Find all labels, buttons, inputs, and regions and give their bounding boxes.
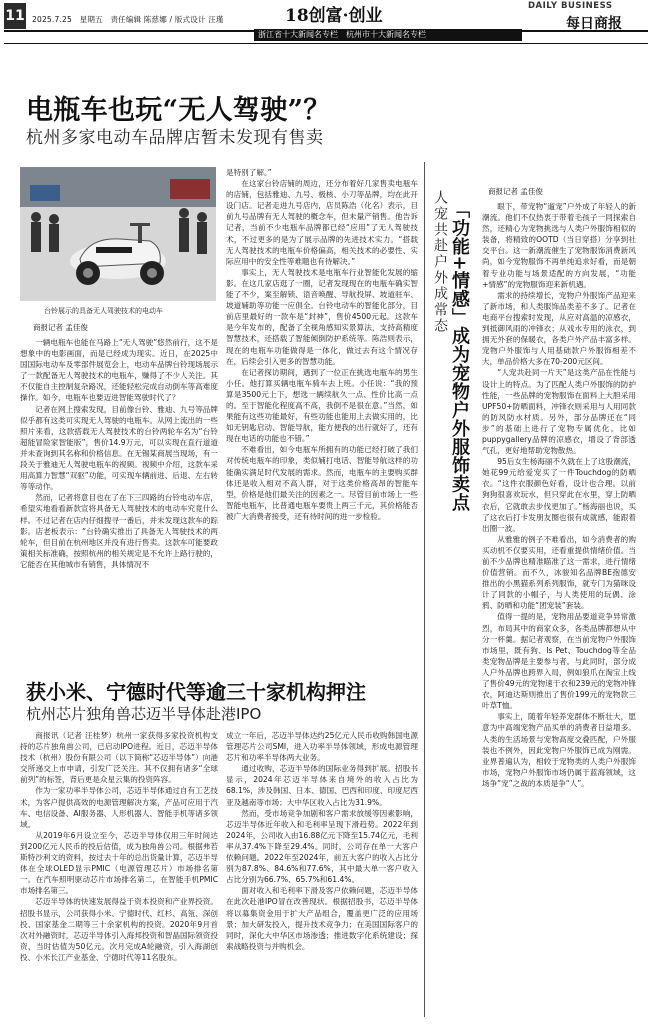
article2-paragraph: 通过收购，芯迈半导体的国际业务得到扩展。招股书显示，2024年芯迈半导体来自境外的收入占比为68.1%，涉及韩国、日本、德国、巴西和印度、印度尼西亚及越南等市场；大中华区收入占比为31.9%。 — [226, 764, 418, 807]
header-banner: 浙江省十大新闻名专栏 杭州市十大新闻名专栏 — [254, 29, 522, 41]
article2-paragraph: 然而，受市场竞争加剧和客户需求放缓等因素影响，芯迈半导体近年收入和毛利率呈现下滑趋势。2022年到2024年，公司收入由16.88亿元下降至15.74亿元，毛利率从37.4%下降至29.4%。同时，公司存在单一大客户依赖问题。2022年至2024年，前五大客户的收入占比分别为87.8%、84.6%和77.6%，其中最大单一客户收入占比分别为66.7%、65.7%和61.4%。 — [226, 808, 418, 885]
sidebar-paragraph: 眼下，带宠物“遛宠”户外成了年轻人的新潮流。他们不仅热衷于带着毛孩子一同探索自然，还精心为宠物挑选与人类户外服饰相似的装备，将精致的OOTD（当日穿搭）分享到社交平台。这一新潮流催生了宠物服饰消费新风尚，如今宠物服饰不再单纯追求好看，而是朝着专业功能与场景适配的方向发展，“功能+情感”的宠物服饰迎来新机遇。 — [482, 202, 636, 289]
article2-paragraph: 商报讯（记者 汪桂梦）杭州一家获得多家投资机构支持的芯片独角兽公司，已启动IPO进程。近日，芯迈半导体技术（杭州）股份有限公司（以下简称“芯迈半导体”）向港交所递交上市申请，引发广泛关注。其不仅拥有诸多“全球前列”的标签，背后更是众星云集的投资阵容。 — [20, 731, 218, 785]
sidebar-paragraph: 值得一提的是，宠物用品要道竞争异常激烈，布局其中的商家众多，各类品牌都想从中分一杯羹。据记者观察，在当前宠物户外服饰市场里，既有狗、Is Pet、Touchdog等全品类宠物品牌是主要参与者。与此同时，部分成人户外品牌也跨界入局，例如狼爪在淘宝上线了售价49元的宠物速干衣和239元的宠物冲锋衣，阿迪达斯则推出了售价199元的宠物款三叶草T恤。 — [482, 612, 636, 711]
photo-caption: 台铃展示的具备无人驾驶技术的电动车 — [30, 307, 163, 315]
scooter-photo-illustration — [20, 167, 216, 301]
article1-paragraph: 一辆电瓶车也能在马路上“无人驾驶”悠然前行，这不是想象中的电影画面，而是已经成为现实。近日，在2025中国国际电动车及零部件展览会上，电动车品牌台铃现场展示了一款配备无人驾驶技术的电瓶车，赚得了不少人关注。其不仅能自主控制复杂路况，还能轻松完成自动倒车等高难度操作。如今，电瓶车也要迈进智能驾驶时代了？ — [20, 338, 218, 403]
article2-paragraph: 成立一年后，芯迈半导体达约25亿元人民币收购韩国电源管理芯片公司SMI，进入功率半导体领域，形成电源管理芯片和功率半导体两大业务。 — [226, 731, 418, 763]
article2-paragraph: 芯迈半导体的快速发展得益于资本投资和产业界投资。招股书显示，公司获得小米、宁德时代、红杉、高瓴、深创投、国家基金二期等三十余家机构的投资。2020年9月首次对外融资时，芯迈半导体引入海邦投资和智晶国际领资投资，当时估值为50亿元。次月完成A轮融资，引入海湖创投、小米长江产业基金、宁德时代等11名股东。 — [20, 897, 218, 962]
article2-subtitle: 杭州芯片独角兽芯迈半导体赴港IPO — [26, 705, 262, 723]
sidebar-title: 「功能+情感」成为宠物户外服饰卖点 — [449, 200, 470, 512]
article2-paragraph: 从2019年6月设立至今，芯迈半导体仅用三年时间达到200亿元人民币的投后估值，成为独角兽公司。根据弗若斯特沙利文的资料，按过去十年的总出货量计算，芯迈半导体在全球OLED显示PMIC（电源管理芯片）市场排名第一。在汽车照明驱动芯片市场排名第二，在智能手机PMIC市场排名第三。 — [20, 830, 218, 896]
article1-column-1 — [20, 337, 218, 642]
sidebar-body — [482, 201, 636, 1013]
header-rule-bottom — [4, 43, 648, 44]
sidebar-paragraph: 从雅雅的例子不难看出，如今消费者的购买动机不仅要实用，还看重提供情绪价值。当前不少品牌也精准瞄准了这一需求，进行情绪价值营销。而不久，冰骏知名品牌BE孢德安推出的小黑猫系列系列服饰，就专门为猫咪设计了同款的小帽子，与人类使用的玩偶、涂鸦、防晒和功能“团宠装”套装。 — [482, 534, 636, 611]
article2-paragraph: 作为一家功率半导体公司，芯迈半导体通过自有工艺技术，为客户提供高效的电源管理解决方案，产品可应用于汽车、电信设备、AI服务器、人形机器人、智能手机等诸多领域。 — [20, 786, 218, 829]
article2-column-1 — [20, 730, 218, 1015]
article2-paragraph: 面对收入和毛利率下滑及客户依赖问题，芯迈半导体在此次赴港IPO冒在改善现状。根据招股书，芯迈半导体将以募集资金用于扩大产品组合，覆盖更广泛的应用场景；加大研发投入，提升技术竞争力；在美国国际客户的同时，深化大中华区市场渗透；推进数字化系统建设；探索战略投资与并购机会。 — [226, 886, 418, 951]
article1-paragraph: 在这家台铃店铺的周边，还分布着好几家售卖电瓶车的店铺，包括雅迪、九号、极核、小刀等品牌，均在此开设门店。记者走进九号店内，店员陈浩（化名）表示，目前九号品牌有无人驾驶的概念车，但未量产销售。他告诉记者，当前不少电瓶车品牌都已经“应用”了无人驾驶技术，不过更多的是为了展示品牌的先进技术实力。“搭载无人驾驶技术的电瓶车价格偏高，相关技术的必要性、实际应用中的安全性等难题也有待解决。” — [226, 179, 418, 266]
article1-column-2 — [226, 167, 418, 642]
article1-paragraph: 记者在网上搜索发现，目前像台铃、雅迪、九号等品牌似乎都有这类可实现无人驾驶的电瓶车。从网上流出的一些照片来看，这款搭载无人驾驶技术的台铃两轮车名为“台铃超能冒险家智能版”，售价14.9万元，可以实现在直行道道并未查询到其名称和价格信息。在无锡某商展当现场，有一段关于雅迪无人驾驶电瓶车的视频。视频中介绍，这款车采用高算力智慧“双驱”功能，可实现车辆前进、后退、左右转等等动作。 — [20, 404, 218, 492]
column-divider — [424, 162, 425, 1017]
sidebar-subtitle: 人宠共赴户外成常态 — [432, 190, 448, 334]
article1-byline: 商报记者 孟佳俊 — [33, 323, 88, 332]
section-title: 18创富·创业 — [285, 6, 383, 26]
article1-paragraph: 事实上，无人驾驶技术是电瓶车行业智能化发展的缩影。在这几家店逛了一圈，记者发现现在的电瓶车确实智能了不少，案至解锁、语音唤醒、导航投屏、坡道驻车、坡道辅助等功能一应俱全。台铃电动车的智能化部分，目前店里最好的一款车是“封神”，售价4500元起。这款车是今年发布的，配备了全视角感知实景算法，支持高精度智慧技术，还搭载了智能倾倒防护系统等。陈浩则表示，现在的电瓶车功能做得是一体化，做过去有这个情况存在，后续会引入更多的智慧功能。 — [226, 267, 418, 366]
sidebar-paragraph: 95后女生杨海丽不久就在上了这股潮流，她花99元给爱宠买了一件Touchdog的防晒衣。“这件衣服颜色好看，设计也合理。以前狗狗很喜欢玩水，但只穿此在水里，穿上防晒衣后，它就敢去步伐更加了。”杨海丽也说，买了这衣后打卡发朋友圈也很有成就感，能跟着出圈一波。 — [482, 457, 636, 533]
article1-title: 电瓶车也玩“无人驾驶”？ — [26, 95, 331, 126]
paper-name: 每日商报 — [566, 16, 622, 32]
page-number: 11 — [4, 3, 26, 29]
article1-paragraph: 然而，记者将意目也在了在下三四路的台铃电动车店，希望实地看看新款宣将具备无人驾驶技术的电动车究竟什么样。不过记者在店内仔细搜寻一番后，并未发现这款车的踪影。店老板表示：“台铃确实推出了具备无人驾驶技术的两轮车，但目前在杭州地区并没有进行售卖。这款车可能要政策相关标准确，按照杭州的相关规定是不允许上路行驶的，它能否在其他城市有销售，具体情况不 — [20, 493, 218, 569]
paper-name-en: DAILY BUSINESS — [528, 1, 613, 11]
article2-title: 获小米、宁德时代等逾三十家机构押注 — [26, 680, 366, 704]
sidebar-paragraph: 事实上，随着年轻养宠群体不断壮大，愿意为中高端宠物产品买单的消费者日益增多。人类的生活场景与宠物高度交叠匹配，户外服装也不例外，因此宠物户外服饰已成为刚需。业界普遍认为，相较于宠物类的人类户外服饰市场，宠物户外服饰市场仍属于蓝海领域，这场争“宠”之战的本质是争“人”。 — [482, 712, 636, 788]
sidebar-paragraph: 需求的持续增长，宠物户外服饰产品迎来了新市场，和人类服饰品类差不多了。记者在电商平台搜索时发现，从应对高温的凉感衣，到抵御风雨的冲锋衣；从戏水专用的泳衣，到拥无外套的保暖衣，各类户外产品丰富多样。宠物户外服饰与人用基础款户外服饰相差不大，单品价格大多在70-200元区间。 — [482, 290, 636, 367]
article1-paragraph: 不难看出，如今电瓶车所拥有的功能已经打破了我们对传统电瓶车的印象，类似辅打电话、智能导航这样的功能确实满足时代发展的需求。然而，电瓶车的主要购买群体还是收入相对不高人群，对于这类价格高昂的智能车型，价格是他们最关注的因素之一。尽管目前市场上一些智能电瓶车，比普通电瓶车要贵上两三千元，其价格能否被广大消费者接受，还有待时间的进一步检验。 — [226, 445, 418, 521]
article2-column-2 — [226, 730, 418, 1015]
sidebar-byline: 商报记者 孟佳俊 — [488, 187, 543, 196]
date-line: 2025.7.25 星期五 责任编辑 陈慈娜 / 版式设计 汪瑾 — [32, 15, 224, 24]
article1-photo — [20, 167, 216, 301]
sidebar-paragraph: “人宠共赴同一片天”是这类产品在性能与设计上的特点。为了匹配人类户外服饰的防护性能，一些品牌的宠物服饰在面料上大胆采用UPF50+防晒面料，冲锋衣则采用与人用同款的防风防水材质。另外，部分品牌还在“同步”的基础上进行了宠物专属优化。比如puppygallery品牌的凉感衣，增设了背部透气孔，更好地帮助宠物散热。 — [482, 368, 636, 456]
article1-paragraph: 是特别了解。” — [226, 168, 272, 177]
article1-paragraph: 在记者探访期间，遇到了一位正在挑选电瓶车的男生小任。他打算买辆电瓶车骑车去上班。小任说：“我的预算是3500元上下，想选一辆续航久一点、性价比高一点的。至于智能化程度高不高，我倒不是很在意。”当然，如果能有这些功能最好，有些功能也能用上去做实用的，比如无钥匙启动、智能导航，能方便我的出行就好了，还有现在电话的功能也不错。” — [226, 367, 418, 444]
article1-subtitle: 杭州多家电动车品牌店暂未发现有售卖 — [26, 128, 324, 148]
